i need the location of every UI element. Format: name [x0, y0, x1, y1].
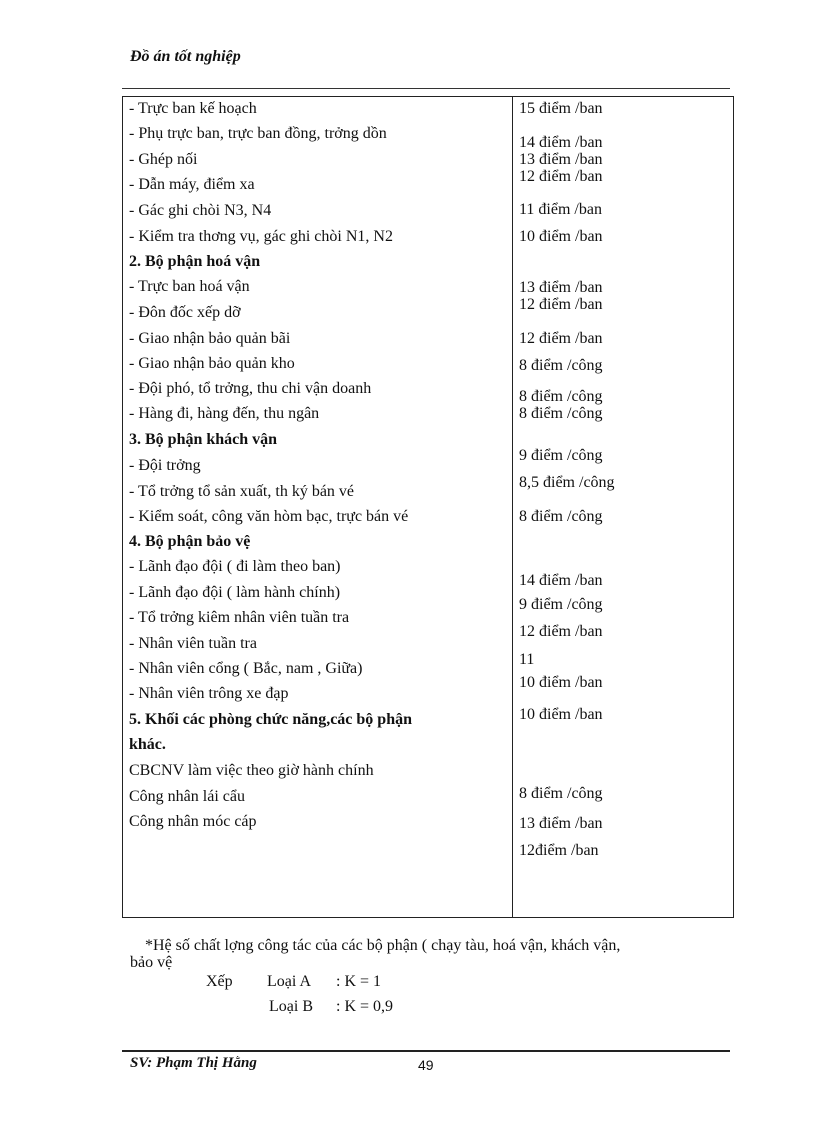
table-row-value: 12 điểm /ban	[519, 296, 603, 313]
table-row-label: Công nhân móc cáp	[129, 813, 257, 830]
table-row-value: 12 điểm /ban	[519, 168, 603, 185]
grade-a-value: : K = 1	[336, 973, 382, 990]
table-row-label: - Giao nhận bảo quản bãi	[129, 330, 291, 347]
table-row-value: 10 điểm /ban	[519, 674, 603, 691]
table-row-label: - Trực ban hoá vận	[129, 278, 250, 295]
table-row-value: 13 điểm /ban	[519, 815, 603, 832]
table-row-value: 12 điểm /ban	[519, 623, 603, 640]
grade-b-value: : K = 0,9	[336, 998, 394, 1015]
table-row-label: - Kiểm soát, công văn hòm bạc, trực bán vé	[129, 508, 409, 525]
table-row-value: 8 điểm /công	[519, 388, 603, 405]
section-heading: khác.	[129, 736, 166, 753]
table-row-label: - Gác ghi chòi N3, N4	[129, 202, 272, 219]
table-row-value: 9 điểm /công	[519, 447, 603, 464]
table-row-value: 10 điểm /ban	[519, 228, 603, 245]
table-row-value: 10 điểm /ban	[519, 706, 603, 723]
coefficient-note: *Hệ số chất lợng công tác của các bộ phận ( chạy tàu, hoá vận, khách vận,	[145, 937, 621, 954]
column-divider	[512, 97, 513, 917]
page-number: 49	[418, 1057, 434, 1073]
table-row-value: 13 điểm /ban	[519, 279, 603, 296]
table-row-label: - Đội trởng	[129, 457, 201, 474]
table-row-value: 12 điểm /ban	[519, 330, 603, 347]
section-heading: 5. Khối các phòng chức năng,các bộ phận	[129, 711, 412, 728]
table-row-value: 14 điểm /ban	[519, 134, 603, 151]
table-row-label: CBCNV làm việc theo giờ hành chính	[129, 762, 374, 779]
table-row-label: - Hàng đi, hàng đến, thu ngân	[129, 405, 320, 422]
table-row-label: - Nhân viên tuần tra	[129, 635, 257, 652]
table-row-value: 11	[519, 651, 535, 668]
table-row-value: 13 điểm /ban	[519, 151, 603, 168]
table-row-value: 12điểm /ban	[519, 842, 599, 859]
table-row-label: - Tổ trởng kiêm nhân viên tuần tra	[129, 609, 350, 626]
rank-label: Xếp	[206, 973, 233, 990]
points-table	[122, 96, 734, 918]
table-row-value: 11 điểm /ban	[519, 201, 602, 218]
table-row-label: - Ghép nối	[129, 151, 198, 168]
table-row-label: - Lãnh đạo đội ( đi làm theo ban)	[129, 558, 341, 575]
footer-student: SV: Phạm Thị Hằng	[130, 1055, 257, 1071]
coefficient-note-cont: bảo vệ	[130, 954, 173, 971]
table-row-label: - Trực ban kế hoạch	[129, 100, 257, 117]
table-row-value: 14 điểm /ban	[519, 572, 603, 589]
section-heading: 3. Bộ phận khách vận	[129, 431, 278, 448]
table-row-label: - Phụ trực ban, trực ban đồng, trởng dồn	[129, 125, 387, 142]
table-row-value: 8 điểm /công	[519, 405, 603, 422]
table-row-label: Công nhân lái cẩu	[129, 788, 245, 805]
table-row-label: - Nhân viên cổng ( Bắc, nam , Giữa)	[129, 660, 363, 677]
table-row-value: 8 điểm /công	[519, 785, 603, 802]
table-row-label: - Lãnh đạo đội ( làm hành chính)	[129, 584, 341, 601]
footer-rule	[122, 1050, 730, 1052]
section-heading: 4. Bộ phận bảo vệ	[129, 533, 251, 550]
grade-a-label: Loại A	[267, 973, 311, 990]
table-row-label: - Tổ trởng tổ sản xuất, th ký bán vé	[129, 483, 355, 500]
header-title: Đồ án tốt nghiệp	[130, 48, 241, 65]
section-heading: 2. Bộ phận hoá vận	[129, 253, 261, 270]
table-row-value: 8,5 điểm /công	[519, 474, 615, 491]
grade-b-label: Loại B	[269, 998, 313, 1015]
table-row-label: - Đôn đốc xếp dỡ	[129, 304, 241, 321]
table-row-label: - Nhân viên trông xe đạp	[129, 685, 289, 702]
table-row-label: - Đội phó, tổ trởng, thu chi vận doanh	[129, 380, 372, 397]
table-row-label: - Dẫn máy, điểm xa	[129, 176, 255, 193]
table-row-value: 8 điểm /công	[519, 357, 603, 374]
table-row-value: 8 điểm /công	[519, 508, 603, 525]
table-row-label: - Giao nhận bảo quản kho	[129, 355, 295, 372]
table-row-value: 15 điểm /ban	[519, 100, 603, 117]
table-row-label: - Kiểm tra thơng vụ, gác ghi chòi N1, N2	[129, 228, 393, 245]
table-row-value: 9 điểm /công	[519, 596, 603, 613]
header-rule	[122, 88, 730, 89]
